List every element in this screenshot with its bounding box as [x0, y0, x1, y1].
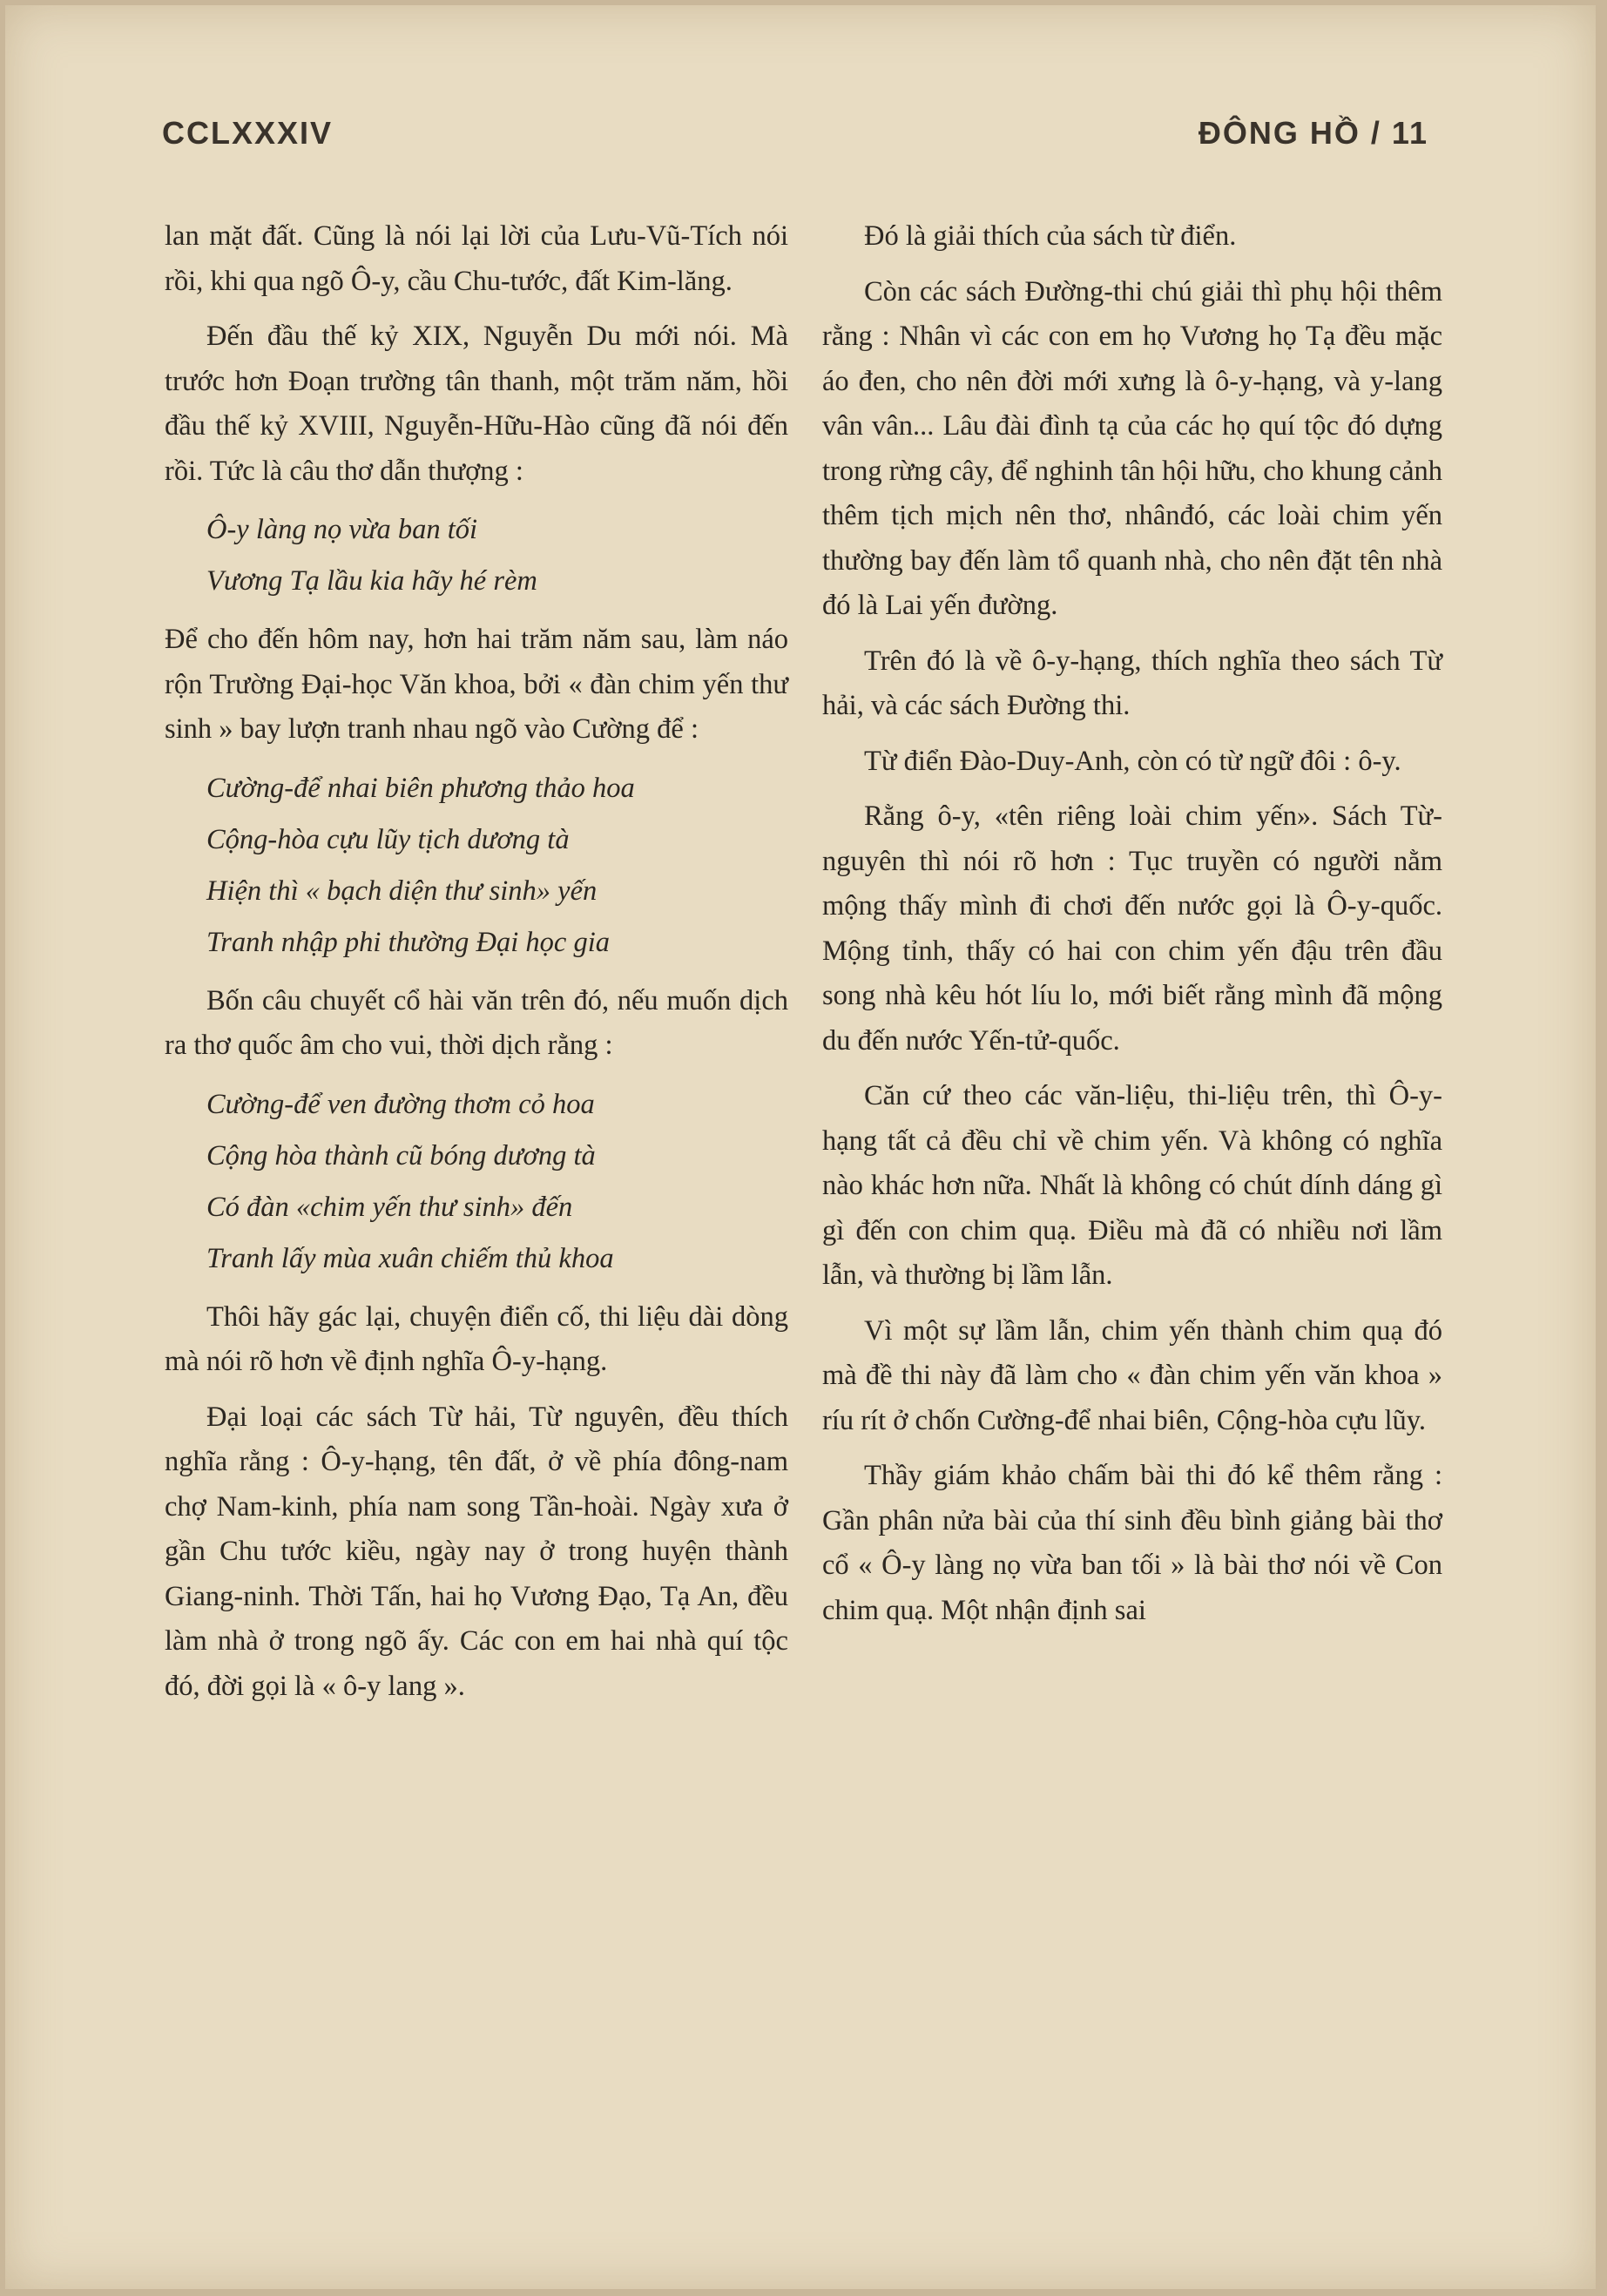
verse-line: Cộng hòa thành cũ bóng dương tà [206, 1139, 596, 1172]
paragraph: Còn các sách Đường-thi chú giải thì phụ hội thêm rằng : Nhân vì các con em họ Vương họ Tạ đều mặc áo đen, cho nên đời mới xưng là ô-y-hạng, và y-lang vân vân... Lâu đài đình tạ của các họ quí tộc đó dựng trong rừng cây, để nghinh tân hội hữu, cho khung cảnh thêm tịch mịch nên thơ, nhânđó, các loài chim yến thường bay đến làm tổ quanh nhà, cho nên đặt tên nhà đó là Lai yến đường. [822, 275, 1442, 621]
verse-line: Hiện thì « bạch diện thư sinh» yến [206, 875, 598, 907]
paragraph: Bốn câu chuyết cổ hài văn trên đó, nếu muốn dịch ra thơ quốc âm cho vui, thời dịch rằng : [165, 984, 788, 1061]
paragraph: Rằng ô-y, «tên riêng loài chim yến». Sách Từ-nguyên thì nói rõ hơn : Tục truyền có người nằm mộng thấy mình đi chơi đến nước gọi là Ô-y-quốc. Mộng tỉnh, thấy có hai con chim yến đậu trên đầu song nhà kêu hót líu lo, mới biết rằng mình đã mộng du đến nước Yến-tử-quốc. [822, 800, 1442, 1057]
paragraph: lan mặt đất. Cũng là nói lại lời của Lưu-Vũ-Tích nói rồi, khi qua ngõ Ô-y, cầu Chu-tước, đất Kim-lăng. [165, 220, 788, 297]
verse-line: Cộng-hòa cựu lũy tịch dương tà [206, 823, 570, 855]
paragraph: Trên đó là về ô-y-hạng, thích nghĩa theo sách Từ hải, và các sách Đường thi. [822, 645, 1442, 721]
paragraph: Thầy giám khảo chấm bài thi đó kể thêm rằng : Gần phân nửa bài của thí sinh đều bình giảng bài thơ cổ « Ô-y làng nọ vừa ban tối » là bài thơ nói về Con chim quạ. Một nhận định sai [822, 1460, 1442, 1626]
paragraph: Căn cứ theo các văn-liệu, thi-liệu trên, thì Ô-y-hạng tất cả đều chỉ về chim yến. Và không có nghĩa nào khác hơn nữa. Nhất là không có chút dính dáng gì gì đến con chim quạ. Điều mà đã có nhiều nơi lầm lẫn, và thường bị lầm lẫn. [822, 1080, 1442, 1291]
verse-block [165, 504, 788, 607]
paragraph: Đại loại các sách Từ hải, Từ nguyên, đều thích nghĩa rằng : Ô-y-hạng, tên đất, ở về phía đông-nam chợ Nam-kinh, phía nam song Tần-hoài. Ngày xưa ở gần Chu tước kiều, ngày nay ở trong huyện thành Giang-ninh. Thời Tấn, hai họ Vương Đạo, Tạ An, đều làm nhà ở trong ngõ ấy. Các con em hai nhà quí tộc đó, đời gọi là « ô-y lang ». [165, 1401, 788, 1702]
paragraph: Đến đầu thế kỷ XIX, Nguyễn Du mới nói. Mà trước hơn Đoạn trường tân thanh, một trăm năm, hồi đầu thế kỷ XVIII, Nguyễn-Hữu-Hào cũng đã nói đến rồi. Tức là câu thơ dẫn thượng : [165, 321, 788, 487]
verse-line: Có đàn «chim yến thư sinh» đến [206, 1191, 573, 1223]
verse-line: Cường-để nhai biên phương thảo hoa [206, 772, 635, 804]
page-roman-number: CCLXXXIV [162, 115, 334, 151]
verse-line: Cường-để ven đường thơm cỏ hoa [206, 1088, 595, 1120]
author-page-number: ĐÔNG HỒ / 11 [1198, 115, 1428, 151]
paragraph: Để cho đến hôm nay, hơn hai trăm năm sau, làm náo rộn Trường Đại-học Văn khoa, bởi « đàn chim yến thư sinh » bay lượn tranh nhau ngõ vào Cường để : [165, 624, 788, 745]
paragraph: Vì một sự lầm lẫn, chim yến thành chim quạ đó mà đề thi này đã làm cho « đàn chim yến văn khoa » ríu rít ở chốn Cường-để nhai biên, Cộng-hòa cựu lũy. [822, 1314, 1442, 1436]
paragraph: Thôi hãy gác lại, chuyện điển cố, thi liệu dài dòng mà nói rõ hơn về định nghĩa Ô-y-hạng. [165, 1300, 788, 1377]
right-column [822, 214, 1442, 1644]
verse-line: Ô-y làng nọ vừa ban tối [206, 514, 478, 545]
verse-line: Tranh nhập phi thường Đại học gia [206, 926, 611, 958]
book-page [5, 5, 1596, 2289]
paragraph: Từ điển Đào-Duy-Anh, còn có từ ngữ đôi : ô-y. [864, 745, 1401, 777]
verse-block [165, 763, 788, 969]
paragraph: Đó là giải thích của sách từ điển. [864, 220, 1237, 252]
left-column [165, 214, 788, 1719]
running-header [162, 115, 1428, 159]
verse-line: Tranh lấy mùa xuân chiếm thủ khoa [206, 1242, 614, 1274]
verse-line: Vương Tạ lầu kia hãy hé rèm [206, 565, 537, 597]
verse-block [165, 1079, 788, 1285]
